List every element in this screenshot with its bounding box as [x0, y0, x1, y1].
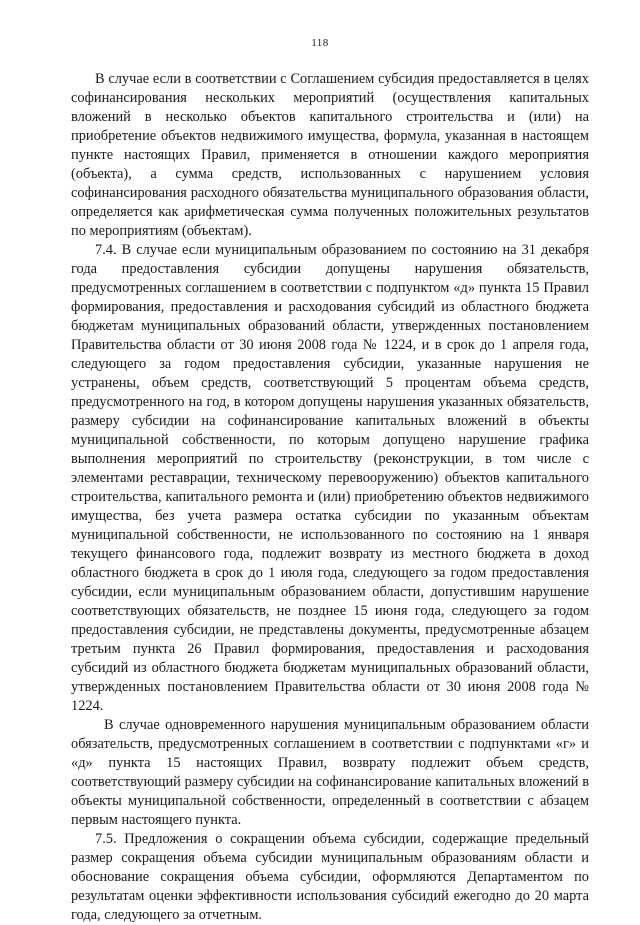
document-body — [71, 70, 589, 925]
paragraph-simultaneous-violation: В случае одновременного нарушения муниципальным образованием области обязательств, предусмотренных соглашением в соответствии с подпунктами «г» и «д» пункта 15 настоящих Правил, возврату подлежит объем средств, соответствующий размеру субсидии на софинансирование капитальных вложений в объекты муниципальной собственности, определенный в соответствии с абзацем первым настоящего пункта. — [71, 717, 589, 828]
paragraph-cofinancing-formula: В случае если в соответствии с Соглашением субсидия предоставляется в целях софинансирования нескольких мероприятий (осуществления капитальных вложений в несколько объектов капитального строительства и (или) на приобретение объектов недвижимого имущества, формула, указанная в настоящем пункте настоящих Правил, применяется в отношении каждого мероприятия (объекта), а сумма средств, использованных с нарушением условия софинансирования расходного обязательства муниципального образования области, определяется как арифметическая сумма полученных положительных результатов по мероприятиям (объектам). — [71, 71, 589, 239]
paragraph-7-5: 7.5. Предложения о сокращении объема субсидии, содержащие предельный размер сокращения объема субсидии муниципальным образованиям области и обоснование сокращения объема субсидии, оформляются Департаментом по результатам оценки эффективности использования субсидий ежегодно до 20 марта года, следующего за отчетным. — [71, 831, 589, 923]
paragraph-7-4: 7.4. В случае если муниципальным образованием по состоянию на 31 декабря года предоставления субсидии допущены нарушения обязательств, предусмотренных соглашением в соответствии с подпунктом «д» пункта 15 Правил формирования, предоставления и расходования субсидий из областного бюджета бюджетам муниципальных образований области, утвержденных постановлением Правительства области от 30 июня 2008 года № 1224, и в срок до 1 апреля года, следующего за годом предоставления субсидии, указанные нарушения не устранены, объем средств, соответствующий 5 процентам объема средств, предусмотренного на год, в котором допущены нарушения указанных обязательств, размеру субсидии на софинансирование капитальных вложений в объекты муниципальной собственности, по которым допущено нарушение графика выполнения мероприятий по строительству (реконструкции, в том числе с элементами реставрации, техническому перевооружению) объектов капитального строительства, капитального ремонта и (или) приобретению объектов недвижимого имущества, без учета размера остатка субсидии по указанным объектам муниципальной собственности, не использованного по состоянию на 1 января текущего финансового года, подлежит возврату из местного бюджета в доход областного бюджета в срок до 1 июля года, следующего за годом предоставления субсидии, если муниципальным образованием области, допустившим нарушение соответствующих обязательств, не позднее 15 июня года, следующего за годом предоставления субсидии, не представлены документы, предусмотренные абзацем третьим пункта 26 Правил формирования, предоставления и расходования субсидий из областного бюджета бюджетам муниципальных образований области, утвержденных постановлением Правительства области от 30 июня 2008 года № 1224. — [71, 242, 589, 714]
page-number: 118 — [311, 37, 329, 49]
